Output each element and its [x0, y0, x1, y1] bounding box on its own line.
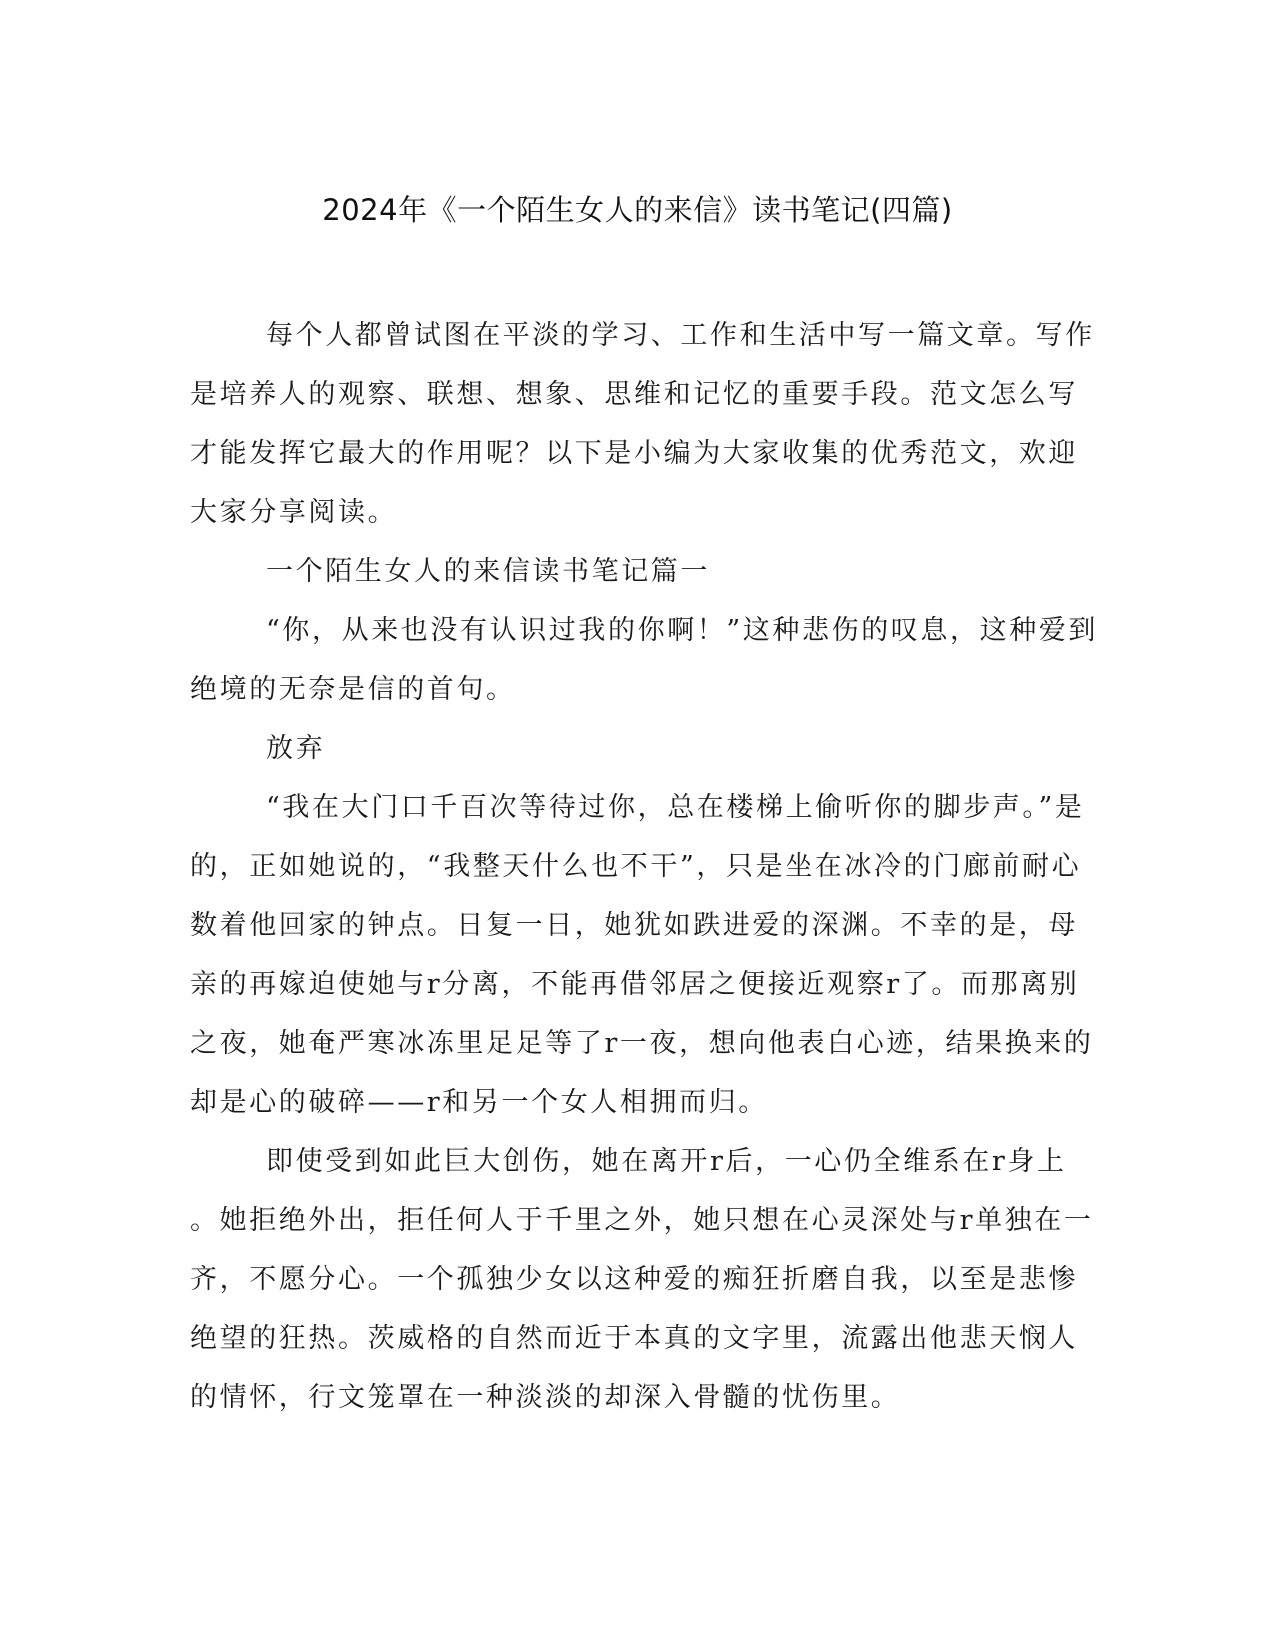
- paragraph-line: 却是心的破碎——r和另一个女人相拥而归。: [190, 1087, 768, 1118]
- paragraph-line: 才能发挥它最大的作用呢？以下是小编为大家收集的优秀范文，欢迎: [190, 438, 1078, 469]
- paragraph-line: 大家分享阅读。: [190, 497, 398, 528]
- paragraph-line: 是培养人的观察、联想、想象、思维和记忆的重要手段。范文怎么写: [190, 379, 1078, 410]
- subheading: 放弃: [266, 733, 326, 764]
- paragraph-line: 齐，不愿分心。一个孤独少女以这种爱的痴狂折磨自我，以至是悲惨: [190, 1264, 1078, 1295]
- document-title: 2024年《一个陌生女人的来信》读书笔记(四篇): [322, 193, 953, 227]
- paragraph-line: 数着他回家的钟点。日复一日，她犹如跌进爱的深渊。不幸的是，母: [190, 910, 1078, 941]
- paragraph-line: “你，从来也没有认识过我的你啊！”这种悲伤的叹息，这种爱到: [266, 615, 1099, 646]
- paragraph-line: 亲的再嫁迫使她与r分离，不能再借邻居之便接近观察r了。而那离别: [190, 969, 1080, 1000]
- paragraph-line: 的情怀，行文笼罩在一种淡淡的却深入骨髓的忧伤里。: [190, 1382, 901, 1413]
- paragraph-line: 的，正如她说的，“我整天什么也不干”，只是坐在冰冷的门廊前耐心: [190, 851, 1082, 882]
- paragraph-line: 绝望的狂热。茨威格的自然而近于本真的文字里，流露出他悲天悯人: [190, 1323, 1078, 1354]
- paragraph-line: 每个人都曾试图在平淡的学习、工作和生活中写一篇文章。写作: [266, 320, 1095, 351]
- paragraph-line: 即使受到如此巨大创伤，她在离开r后，一心仍全维系在r身上: [266, 1146, 1067, 1177]
- section-heading: 一个陌生女人的来信读书笔记篇一: [266, 556, 710, 587]
- paragraph-line: 之夜，她奄严寒冰冻里足足等了r一夜，想向他表白心迹，结果换来的: [190, 1028, 1094, 1059]
- paragraph-line: 。她拒绝外出，拒任何人于千里之外，她只想在心灵深处与r单独在一: [190, 1205, 1094, 1236]
- paragraph-line: “我在大门口千百次等待过你，总在楼梯上偷听你的脚步声。”是: [266, 792, 1085, 823]
- paragraph-line: 绝境的无奈是信的首句。: [190, 674, 516, 705]
